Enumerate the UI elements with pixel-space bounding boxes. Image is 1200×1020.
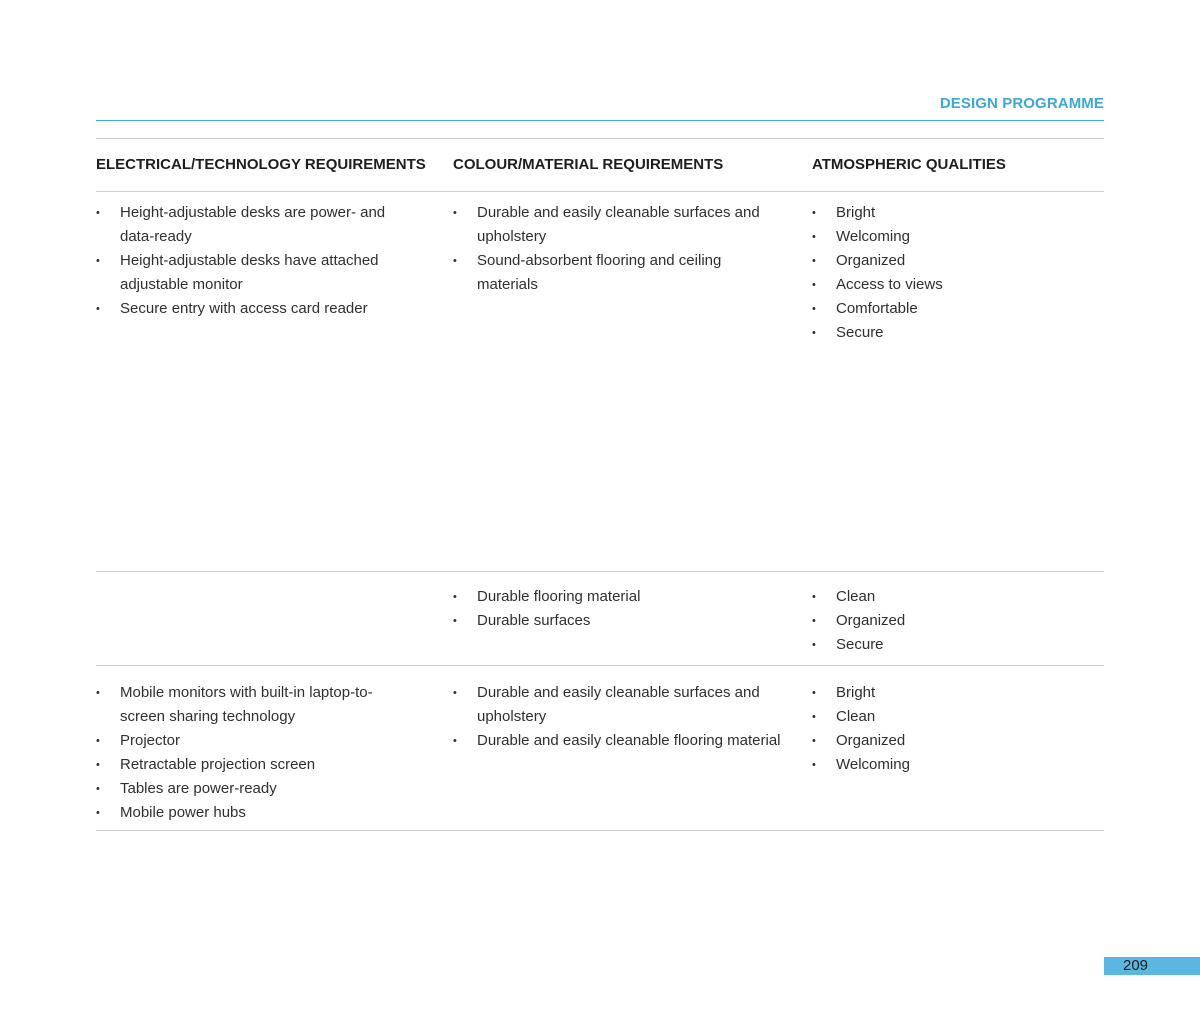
- row-3-electrical-list: [96, 681, 416, 825]
- row-divider: [96, 571, 1104, 572]
- column-header-atmospheric: ATMOSPHERIC QUALITIES: [812, 156, 1006, 173]
- column-header-colour: COLOUR/MATERIAL REQUIREMENTS: [453, 156, 724, 173]
- row-1-electrical-list: [96, 201, 416, 321]
- list-item: • Clean: [812, 705, 1102, 729]
- row-1-atmospheric-list: [812, 201, 1102, 345]
- list-item: • Durable and easily cleanable flooring material: [453, 729, 783, 753]
- page-header-title: DESIGN PROGRAMME: [939, 95, 1104, 112]
- row-3-atmospheric-list: [812, 681, 1102, 777]
- header-accent-rule: [96, 120, 1104, 121]
- table-top-rule: [96, 138, 1104, 139]
- list-item: • Mobile power hubs: [96, 801, 416, 825]
- list-item: • Projector: [96, 729, 416, 753]
- list-item: • Tables are power-ready: [96, 777, 416, 801]
- header-bottom-rule: [96, 191, 1104, 192]
- list-item: • Sound-absorbent flooring and ceiling materials: [453, 249, 783, 297]
- list-item: • Height-adjustable desks have attached adjustable monitor: [96, 249, 416, 297]
- list-item: • Bright: [812, 201, 1102, 225]
- list-item: • Organized: [812, 609, 1102, 633]
- list-item: • Welcoming: [812, 225, 1102, 249]
- row-2-atmospheric-list: [812, 585, 1102, 657]
- list-item: • Welcoming: [812, 753, 1102, 777]
- list-item: • Organized: [812, 249, 1102, 273]
- list-item: • Secure: [812, 633, 1102, 657]
- list-item: • Secure entry with access card reader: [96, 297, 416, 321]
- list-item: • Durable surfaces: [453, 609, 783, 633]
- page-number-tab: [1104, 957, 1200, 975]
- list-item: • Clean: [812, 585, 1102, 609]
- list-item: • Durable and easily cleanable surfaces and upholstery: [453, 201, 783, 249]
- list-item: • Bright: [812, 681, 1102, 705]
- list-item: • Organized: [812, 729, 1102, 753]
- list-item: • Mobile monitors with built-in laptop-to-screen sharing technology: [96, 681, 416, 729]
- column-header-electrical: ELECTRICAL/TECHNOLOGY REQUIREMENTS: [96, 156, 426, 173]
- row-divider: [96, 665, 1104, 666]
- row-1-colour-list: [453, 201, 783, 297]
- page-number: 209: [1123, 957, 1149, 974]
- row-2-colour-list: [453, 585, 783, 633]
- list-item: • Retractable projection screen: [96, 753, 416, 777]
- list-item: • Access to views: [812, 273, 1102, 297]
- list-item: • Durable and easily cleanable surfaces and upholstery: [453, 681, 783, 729]
- list-item: • Comfortable: [812, 297, 1102, 321]
- table-bottom-rule: [96, 830, 1104, 831]
- row-3-colour-list: [453, 681, 783, 753]
- list-item: • Durable flooring material: [453, 585, 783, 609]
- list-item: • Secure: [812, 321, 1102, 345]
- list-item: • Height-adjustable desks are power- and data-ready: [96, 201, 416, 249]
